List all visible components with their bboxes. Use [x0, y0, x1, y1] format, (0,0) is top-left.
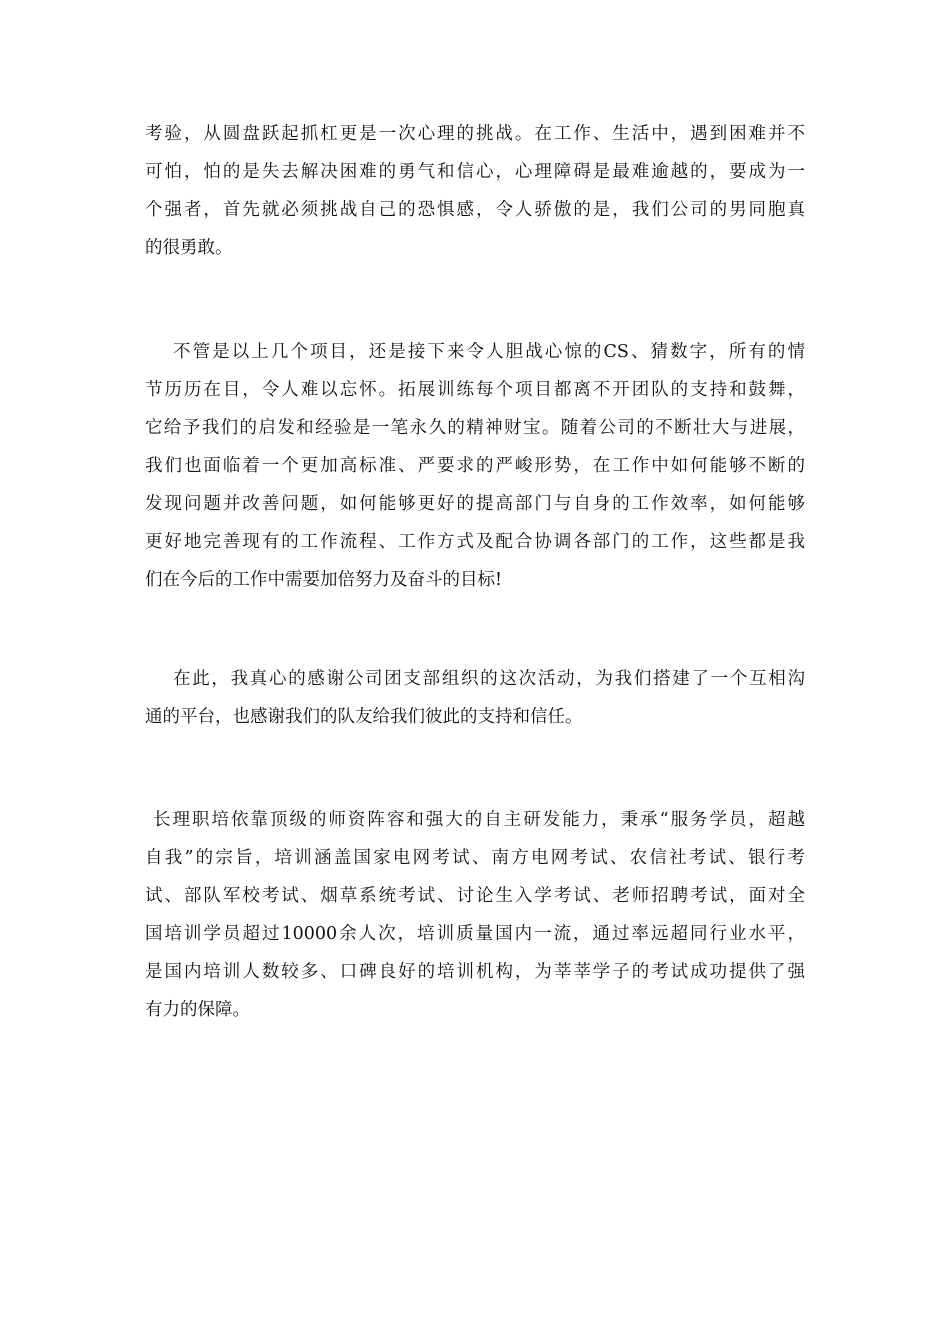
paragraph-line: 试、部队军校考试、烟草系统考试、讨论生入学考试、老师招聘考试，面对全: [145, 886, 805, 906]
paragraph-line: 自我”的宗旨，培训涵盖国家电网考试、南方电网考试、农信社考试、银行考: [145, 848, 805, 868]
paragraph-line: 在此，我真心的感谢公司团支部组织的这次活动，为我们搭建了一个互相沟: [173, 669, 805, 689]
paragraph-line: 长理职培依靠顶级的师资阵容和强大的自主研发能力，秉承“服务学员，超越: [153, 810, 805, 830]
paragraph-line: 国培训学员超过10000余人次，培训质量国内一流，通过率远超同行业水平，: [145, 924, 805, 944]
paragraph-line: 的很勇敢。: [145, 238, 233, 258]
paragraph-line: 它给予我们的启发和经验是一笔永久的精神财宝。随着公司的不断壮大与进展，: [145, 418, 805, 438]
paragraph-3: [145, 660, 805, 736]
paragraph-line: 更好地完善现有的工作流程、工作方式及配合协调各部门的工作，这些都是我: [145, 532, 805, 552]
paragraph-line: 考验，从圆盘跃起抓杠更是一次心理的挑战。在工作、生活中，遇到困难并不: [145, 124, 805, 144]
paragraph-line: 通的平台，也感谢我们的队友给我们彼此的支持和信任。: [145, 707, 583, 727]
paragraph-line: 可怕，怕的是失去解决困难的勇气和信心，心理障碍是最难逾越的，要成为一: [145, 162, 805, 182]
paragraph-1: [145, 115, 805, 267]
paragraph-line: 我们也面临着一个更加高标准、严要求的严峻形势，在工作中如何能够不断的: [145, 456, 805, 476]
paragraph-2: [145, 333, 805, 599]
paragraph-line: 发现问题并改善问题，如何能够更好的提高部门与自身的工作效率，如何能够: [145, 494, 805, 514]
paragraph-4: [145, 801, 805, 1029]
paragraph-line: 不管是以上几个项目，还是接下来令人胆战心惊的CS、猜数字，所有的情: [173, 342, 805, 362]
paragraph-line: 们在今后的工作中需要加倍努力及奋斗的目标!: [145, 570, 503, 590]
paragraph-line: 有力的保障。: [145, 1000, 250, 1020]
paragraph-line: 是国内培训人数较多、口碑良好的培训机构，为莘莘学子的考试成功提供了强: [145, 962, 805, 982]
paragraph-line: 个强者，首先就必须挑战自己的恐惧感，令人骄傲的是，我们公司的男同胞真: [145, 200, 805, 220]
paragraph-line: 节历历在目，令人难以忘怀。拓展训练每个项目都离不开团队的支持和鼓舞，: [145, 380, 805, 400]
